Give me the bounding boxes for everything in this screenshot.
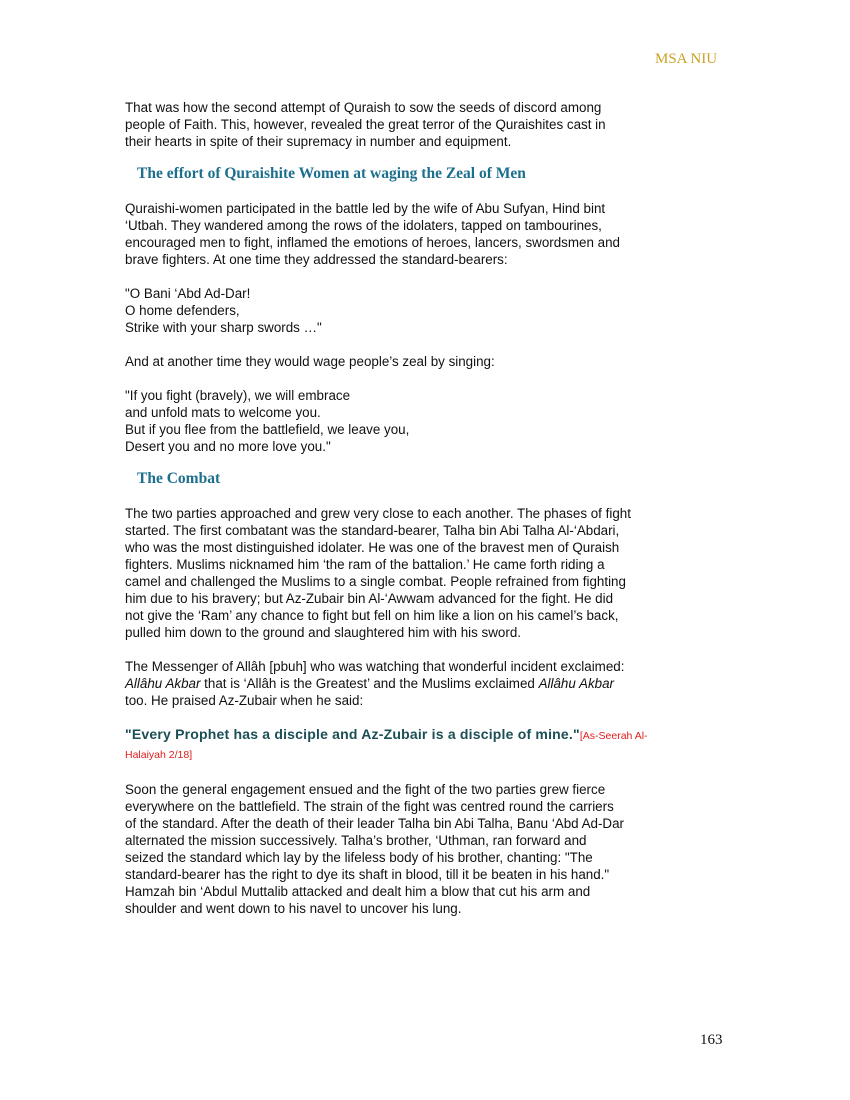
- running-header: MSA NIU: [655, 51, 718, 67]
- paragraph-engagement: Soon the general engagement ensued and the fight of the two parties grew fierce everywhere on the battlefield. The strain of the fight was centred round the carriers of the standard. After the death of their leader Talha bin Abi Talha, Banu ‘Abd Ad-Dar alternated the mission successively. Talha’s brother, ‘Uthman, ran forward and seized the standard which lay by the lifeless body of his brother, chanting: "The standard-bearer has the right to dye its shaft in blood, till it be beaten in his hand." Hamzah bin ‘Abdul Muttalib attacked and dealt him a blow that cut his arm and shoulder and went down to his navel to uncover his lung.: [125, 782, 625, 916]
- verse-standard-bearers: "O Bani ‘Abd Ad-Dar! O home defenders, Strike with your sharp swords …": [125, 286, 322, 335]
- section-heading-women: The effort of Quraishite Women at waging the Zeal of Men: [137, 165, 526, 182]
- paragraph-combat: The two parties approached and grew very close to each another. The phases of fight started. The first combatant was the standard-bearer, Talha bin Abi Talha Al-‘Abdari, who was the most distinguished idolater. He was one of the bravest men of Quraish fighters. Muslims nicknamed him ‘the ram of the battalion.’ He came forth riding a camel and challenged the Muslims to a single combat. People refrained from fighting him due to his bravery; but Az-Zubair bin Al-‘Awwam advanced for the fight. He did not give the ‘Ram’ any chance to fight but fell on him like a lion on his camel’s back, pulled him down to the ground and slaughtered him with his sword.: [125, 506, 631, 640]
- paragraph-messenger: The Messenger of Allâh [pbuh] who was watching that wonderful incident exclaimed: Allâhu Akbar that is ‘Allâh is the Greatest’ and the Muslims exclaimed Allâhu Akbar too. He praised Az-Zubair when he said:: [125, 659, 625, 708]
- hadith-quote: [125, 726, 735, 764]
- page-body: [125, 99, 735, 917]
- verse-song: "If you fight (bravely), we will embrace and unfold mats to welcome you. But if you flee from the battlefield, we leave you, Desert you and no more love you.": [125, 388, 410, 454]
- citation-cont: Halaiyah 2/18]: [125, 749, 193, 761]
- page-number: 163: [700, 1032, 723, 1048]
- citation: [As-Seerah Al-: [579, 730, 648, 742]
- paragraph-intro: That was how the second attempt of Quraish to sow the seeds of discord among people of Faith. This, however, revealed the great terror of the Quraishites cast in their hearts in spite of their supremacy in number and equipment.: [125, 100, 606, 149]
- paragraph-singing: And at another time they would wage people’s zeal by singing:: [125, 354, 495, 369]
- hadith-text: "Every Prophet has a disciple and Az-Zubair is a disciple of mine.": [125, 726, 580, 742]
- section-heading-combat: The Combat: [137, 470, 221, 487]
- paragraph-women: Quraishi-women participated in the battle led by the wife of Abu Sufyan, Hind bint ‘Utbah. They wandered among the rows of the idolaters, tapped on tambourines, encouraged men to fight, inflamed the emotions of heroes, lancers, swordsmen and brave fighters. At one time they addressed the standard-bearers:: [125, 201, 620, 267]
